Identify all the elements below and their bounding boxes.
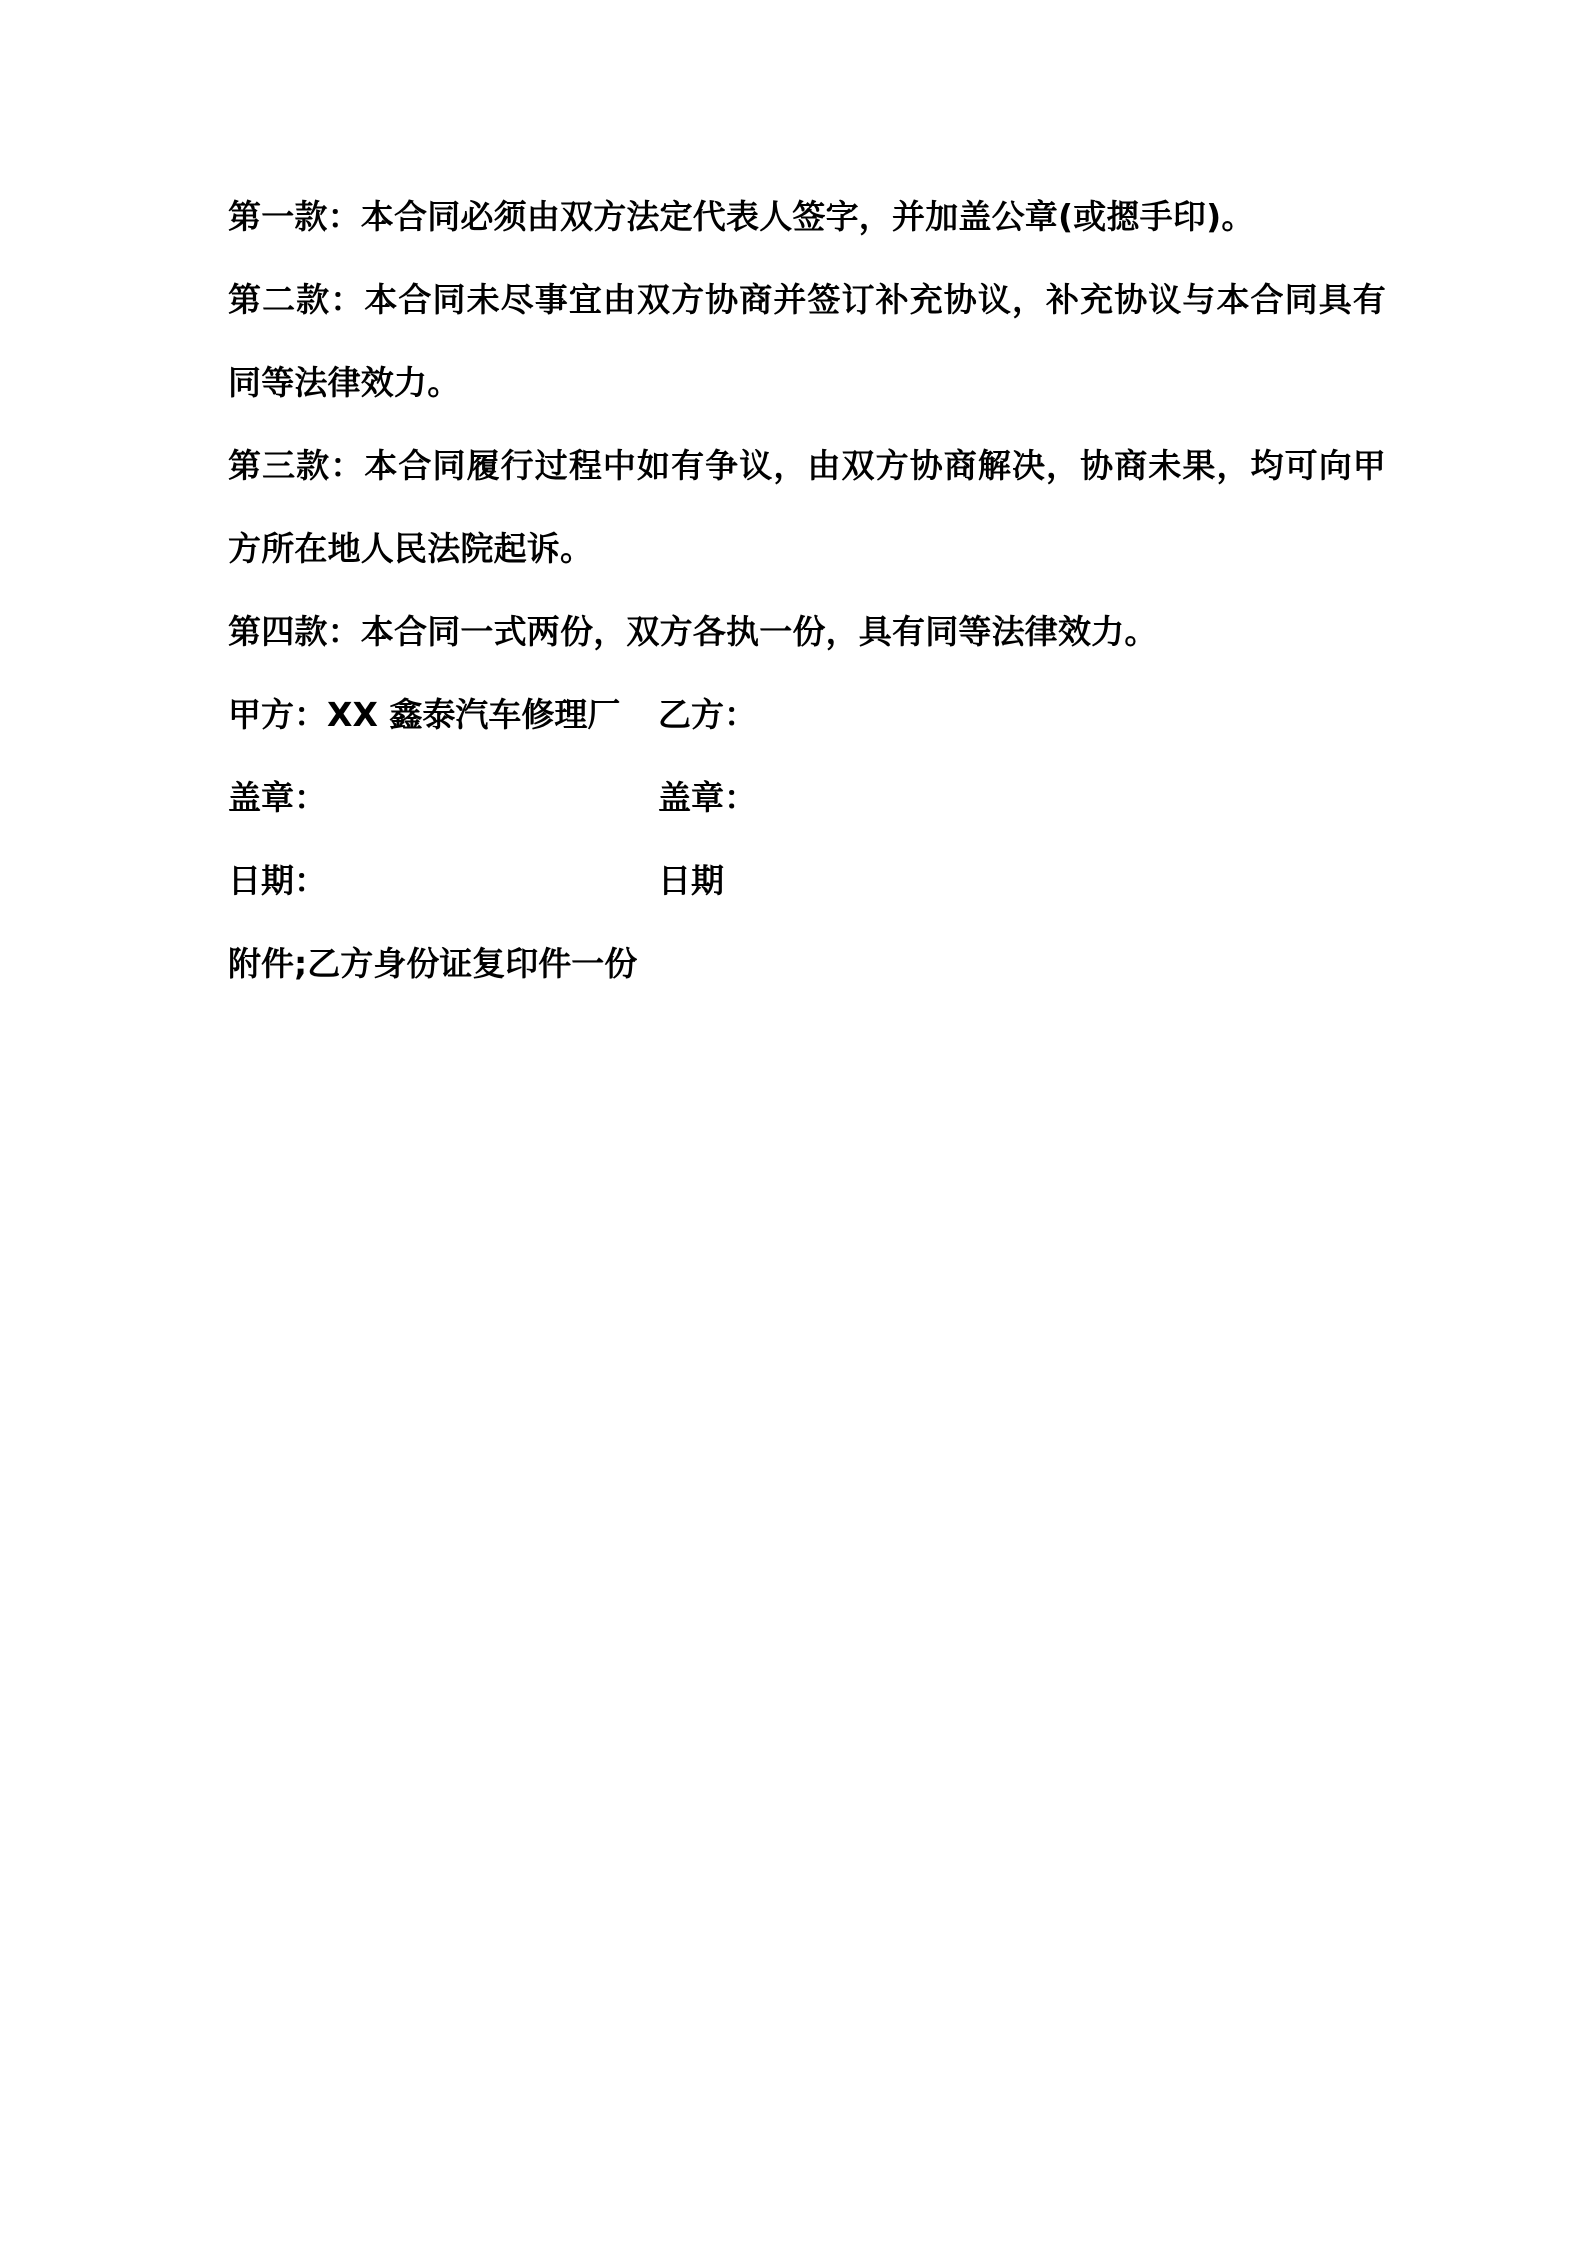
signature-row-seal — [228, 756, 1386, 839]
clause-paragraph-4: 第四款：本合同一式两份，双方各执一份，具有同等法律效力。 — [228, 612, 1158, 651]
document-body — [228, 175, 1386, 1005]
party-b-name: 乙方： — [658, 695, 757, 734]
party-a-seal-label: 盖章： — [228, 778, 327, 817]
clause-paragraph-3: 第三款：本合同履行过程中如有争议，由双方协商解决，协商未果，均可向甲方所在地人民法院起诉。 — [228, 446, 1386, 568]
party-b-seal-label: 盖章： — [658, 778, 757, 817]
clause-paragraph-2: 第二款：本合同未尽事宜由双方协商并签订补充协议，补充协议与本合同具有同等法律效力。 — [228, 280, 1386, 402]
signature-row-party — [228, 673, 1386, 756]
party-a-name: 甲方：XX 鑫泰汽车修理厂 — [228, 695, 621, 734]
signature-block — [228, 673, 1386, 922]
signature-row-date — [228, 839, 1386, 922]
party-a-date-label: 日期： — [228, 861, 327, 900]
attachment-note: 附件;乙方身份证复印件一份 — [228, 944, 638, 983]
party-b-date-label: 日期 — [658, 861, 724, 900]
clause-paragraph-1: 第一款：本合同必须由双方法定代表人签字，并加盖公章(或摁手印)。 — [228, 197, 1255, 236]
